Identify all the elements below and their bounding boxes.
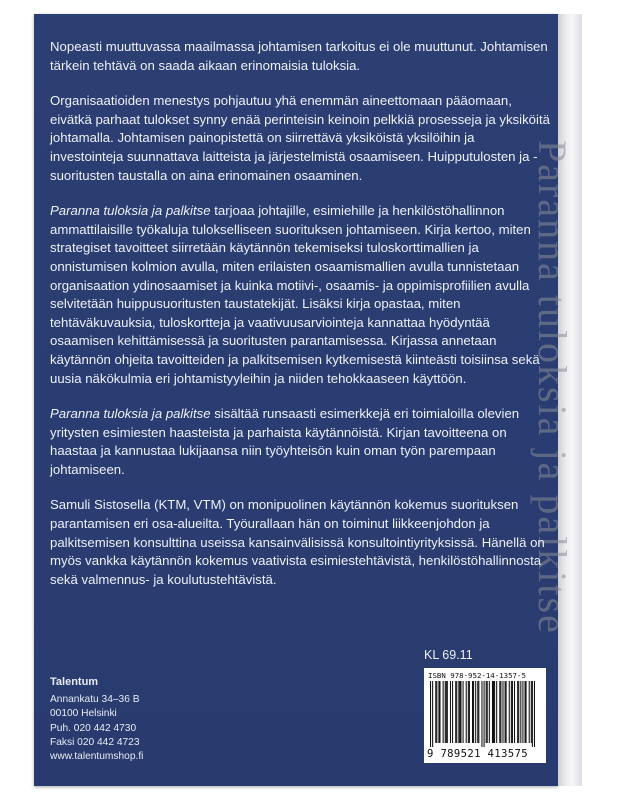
barcode-bar xyxy=(432,681,433,747)
barcode-bar xyxy=(463,681,464,743)
classification-code: KL 69.11 xyxy=(424,648,473,662)
barcode-bar xyxy=(472,681,473,743)
barcode-bar xyxy=(443,681,444,743)
barcode-bar xyxy=(505,681,506,743)
paragraph-text: sisältää runsaasti esimerkkejä eri toimialoilla olevien yritysten esimiesten haasteista ja parhaista käytännöistä. Kirjan tavoitteena on haastaa ja kannustaa lukijaansa niin työyhteisön kuin oman työn parempaan johtamiseen. xyxy=(50,406,520,477)
barcode-bar xyxy=(494,681,495,743)
barcode-bar xyxy=(525,681,526,743)
barcode-label xyxy=(424,668,546,763)
publisher-address-line: 00100 Helsinki xyxy=(50,708,117,720)
paragraph-text: Nopeasti muuttuvassa maailmassa johtamisen tarkoitus ei ole muuttunut. Johtamisen tärkein tehtävä on saada aikaan erinomaisia tuloksia. xyxy=(50,39,548,73)
barcode-bar xyxy=(512,681,513,743)
barcode-bar xyxy=(502,681,503,743)
barcode-bar xyxy=(531,681,532,743)
barcode-bar xyxy=(438,681,439,743)
paragraph-book-goal xyxy=(50,405,550,479)
barcode-bar xyxy=(526,681,527,743)
paragraph-book-content xyxy=(50,202,550,388)
barcode-bar xyxy=(517,681,518,743)
barcode-bar xyxy=(489,681,490,743)
barcode-bar xyxy=(435,681,436,743)
paragraph-author xyxy=(50,496,550,589)
barcode-bar xyxy=(520,681,521,743)
barcode-bar xyxy=(477,681,478,743)
paragraph-intro xyxy=(50,38,550,75)
barcode-bar xyxy=(458,681,459,743)
paragraph-organisation xyxy=(50,92,550,185)
book-title-italic: Paranna tuloksia ja palkitse xyxy=(50,203,211,219)
barcode-bar xyxy=(493,681,494,743)
blurb xyxy=(50,38,550,606)
barcode-bar xyxy=(460,681,461,743)
barcode-bar xyxy=(484,681,485,747)
isbn-number: ISBN 978-952-14-1357-5 xyxy=(428,671,526,680)
publisher-website[interactable]: www.talentumshop.fi xyxy=(50,751,144,763)
barcode-bar xyxy=(511,681,512,743)
barcode-bar xyxy=(487,681,488,743)
barcode-bar xyxy=(447,681,448,743)
barcode-bar xyxy=(455,681,456,743)
spine-title-text: Paranna tuloksia ja palkitse xyxy=(530,140,575,635)
barcode-bar xyxy=(518,681,519,743)
barcode-bar xyxy=(496,681,497,743)
barcode-bar xyxy=(514,681,515,743)
barcode-bar xyxy=(486,681,487,743)
barcode-bar xyxy=(534,681,535,747)
publisher-address-line: Annankatu 34–36 B xyxy=(50,694,140,706)
barcode-bar xyxy=(492,681,493,743)
barcode-bar xyxy=(500,681,501,743)
barcode-bar xyxy=(473,681,474,743)
barcode-bar xyxy=(446,681,447,743)
barcode-bar xyxy=(499,681,500,743)
barcode-digits: 9 789521 413575 xyxy=(427,748,528,760)
spine-title xyxy=(530,140,578,700)
paragraph-text: Samuli Sistosella (KTM, VTM) on monipuolinen käytännön kokemus suorituksen parantamisen eri osa-alueilta. Työurallaan hän on toiminut liikkeenjohdon ja palkitsemisen konsulttina useissa kansainvälisissä konsultointiyrityksissä. Hänellä on myös vankka käytännön kokemus vaativista esimiestehtävistä, henkilöstöhallinnosta sekä valmennus- ja koulutustehtävistä. xyxy=(50,497,545,587)
book-title-italic: Paranna tuloksia ja palkitse xyxy=(50,406,211,422)
barcode-bar xyxy=(430,681,431,747)
barcode-bar xyxy=(529,681,530,743)
barcode-bar xyxy=(478,681,479,743)
barcode-bar xyxy=(509,681,510,743)
barcode-bar xyxy=(468,681,469,743)
publisher-phone: Puh. 020 442 4730 xyxy=(50,722,137,734)
barcode-bar xyxy=(456,681,457,743)
barcode-bar xyxy=(452,681,453,743)
barcode-bar xyxy=(475,681,476,743)
barcode-bar xyxy=(532,681,533,747)
barcode-bar xyxy=(436,681,437,743)
barcode-bar xyxy=(522,681,523,743)
publisher-fax: Faksi 020 442 4723 xyxy=(50,736,140,748)
publisher-info xyxy=(50,675,143,764)
barcode-bar xyxy=(459,681,460,743)
barcode-bar xyxy=(466,681,467,743)
paragraph-text: tarjoaa johtajille, esimiehille ja henkilöstöhallinnon ammattilaisille työkaluja tulokselliseen suorituksen johtamiseen. Kirja kertoo, miten strategiset tavoitteet siirretään käytännön tekemiseksi tuloskorttimallien ja onnistumisen kolmion avulla, miten erilaisten osaamismallien avulla tunnistetaan organisaation ydinosaamiset ja kuinka motiivi-, osaamis- ja oppimisprofiilien avulla selvitetään huippusuoritusten taustatekijät. Lisäksi kirja opastaa, miten tehtäväkuvauksia, tuloskortteja ja vaativuusarviointeja kannattaa hyödyntää osaamisen kehittämisessä ja suoritusten parantamisessa. Kirjassa annetaan käytännön ohjeita tavoitteiden ja palkitsemisen kytkemisestä kiinteästi toisiinsa sekä uusia näkökulmia eri johtamistyyleihin ja niiden tehokkaaseen käyttöön. xyxy=(50,203,540,386)
publisher-name: Talentum xyxy=(50,676,99,688)
barcode-bar xyxy=(450,681,451,743)
barcode-bar xyxy=(439,681,440,743)
barcode-icon xyxy=(430,681,540,747)
paragraph-text: Organisaatioiden menestys pohjautuu yhä enemmän aineettomaan pääomaan, eivätkä parhaat tulokset synny enää perinteisin keinoin pelkkiä prosesseja ja yksiköitä johtamalla. Johtamisen painopistettä on siirrettävä yksiköistä yksilöihin ja investointeja suunnattava laitteista ja järjestelmistä osaamiseen. Huipputulosten ja -suoritusten taustalla on aina erinomainen osaaminen. xyxy=(50,93,550,183)
barcode-bar xyxy=(445,681,446,743)
barcode-bar xyxy=(506,681,507,743)
barcode-bar xyxy=(469,681,470,743)
barcode-bar xyxy=(481,681,482,747)
